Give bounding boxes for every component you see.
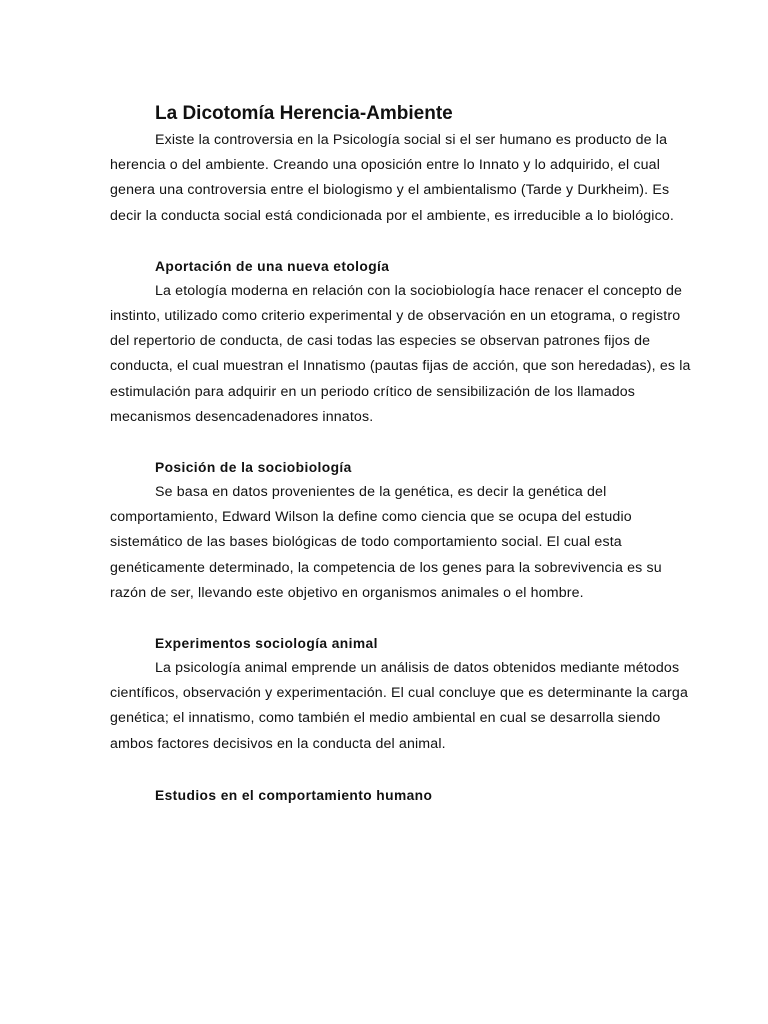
intro-paragraph: Existe la controversia en la Psicología social si el ser humano es producto de la herencia o del ambiente. Creando una oposición entre lo Innato y lo adquirido, el cual genera una controversia entre el biologismo y el ambientalismo (Tarde y Durkheim). Es decir la conducta social está condicionada por el ambiente, es irreducible a lo biológico. (110, 132, 674, 224)
section-sociobiologia (110, 455, 700, 606)
document-page (110, 100, 700, 808)
section-sociologia-animal (110, 631, 700, 757)
section-etologia (110, 254, 700, 430)
section-paragraph: La etología moderna en relación con la sociobiología hace renacer el concepto de instinto, utilizado como criterio experimental y de observación en un etograma, o registro del repertorio de conducta, de casi todas las especies se observan patrones fijos de conducta, el cual muestran el Innatismo (pautas fijas de acción, que son heredadas), es la estimulación para adquirir en un periodo crítico de sensibilización de los llamados mecanismos desencadenadores innatos. (110, 282, 691, 425)
section-heading: Posición de la sociobiología (155, 460, 352, 476)
section-heading: Estudios en el comportamiento humano (155, 787, 433, 803)
section-heading: Aportación de una nueva etología (155, 258, 390, 274)
section-paragraph: La psicología animal emprende un análisis de datos obtenidos mediante métodos científicos, observación y experimentación. El cual concluye que es determinante la carga genética; el innatismo, como también el medio ambiental en cual se desarrolla siendo ambos factores decisivos en la conducta del animal. (110, 660, 689, 752)
document-title: La Dicotomía Herencia-Ambiente (155, 103, 453, 124)
section-heading: Experimentos sociología animal (155, 636, 378, 652)
section-comportamiento-humano (110, 783, 700, 808)
section-paragraph: Se basa en datos provenientes de la genética, es decir la genética del comportamiento, Edward Wilson la define como ciencia que se ocupa del estudio sistemático de las bases biológicas de todo comportamiento social. El cual esta genéticamente determinado, la competencia de los genes para la sobrevivencia es su razón de ser, llevando este objetivo en organismos animales o el hombre. (110, 484, 662, 601)
